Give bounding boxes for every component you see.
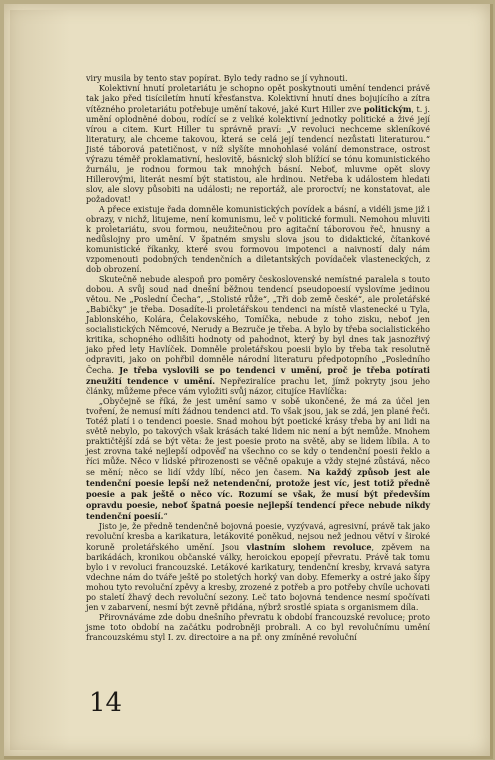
bold-text-run: Na každý způsob jest ale tendenční poesie lepší než netendenční, protože jest víc, jest totiž předně poesie a pak ještě o něco víc. Rozumí se však, že musí být především opravdu poesie, neboť špatná poesie nejlepší tendencí přece nebude nikdy tendenční poesií.: [86, 467, 430, 521]
text-run: „Obyčejně se říká, že jest umění samo v sobě ukončené, že má za účel jen tvoření, že nemusí míti žádnou tendenci atd. To však jsou, jak se zdá, jen plané řeči. Totéž platí i o tendenci poesie. Snad mohou být poetické krásy třeba by ani lidi na světě nebylo, po takových však krásách také lidem nic není a být nemůže. Mnohem praktičtější zdá se být věta: že jest poesie proto na světě, aby se lidem líbila. A to jest zrovna také nejlepší odpověď na všechno co se kdy o tendenční poesii řeklo a říci může. Něco v lidské přirozenosti se věčně opakuje a vždy stejné zůstává, něco se mění; něco se lidí vždy líbí, něco jen časem.: [86, 397, 430, 477]
body-text: [86, 74, 430, 643]
text-run: Jisto je, že předně tendenčně bojovná poesie, vyzývavá, agresivní, právě tak jako revoluční kresba a karikatura, letákovité poněkud, nejsou než jednou větví v široké koruně proletářského umění. Jsou: [86, 522, 430, 552]
text-run: Kolektivní hnutí proletariátu je schopno opět poskytnouti umění tendenci právě tak jako před tisíciletím hnutí křesťanstva. Kolektivní hnutí dnes bojujícího a zítra vítězného proletariátu potřebuje umění takové, jaké Kurt Hiller zve: [86, 84, 430, 114]
text-run: , t. j. umění oplodněné dobou, rodící se z veliké kolektivní jednotky politické a živé její vírou a citem. Kurt Hiller tu správně praví: „V revoluci nechceme skleníkové literatury, ale chceme takovou, která se celá její tendencí nezůstati literaturou.“ Jisté táborová patetičnost, v níž slyšíte mnohohlasé volání demonstrace, ostrost výrazu téměř proklamativní, heslovitě, básnický sloh blížící se tónu komunistického žurnálu, je rodnou formou tak mnohých básní. Neboť, mluvme opět slovy Hillerovými, literát nesmí být statistou, ale hrdinou. Netřeba k událostem hledati slov, ale slovy působiti na události; ne reportáž, ale proroctví; ne konstatovat, ale požadovat!: [86, 105, 430, 204]
paragraph: [86, 275, 430, 397]
bold-text-run: politickým: [363, 104, 412, 114]
text-run: A přece existuje řada domněle komunistických povídek a básní, a vidéli jsme již i obrazy, v nichž, litujeme, není komunismu, leč v politické formuli. Nemohou mluviti k proletariátu, svou formou, neužitečnou pro agitační táborovou řeč, hnusny a nedůslojny pro umění. V špatném smyslu slova jsou to didaktické, čítankové komunistické říkanky, které svou formovou impotenci a naivností daly nám vzpomenouti podobných tendenčních a diletantských povídaček vlasteneckých, z dob obrození.: [86, 205, 430, 274]
paragraph: [86, 613, 430, 643]
book-page: [4, 4, 493, 759]
paragraph: [86, 74, 430, 84]
bold-text-run: vlastním slohem revoluce: [246, 542, 372, 552]
text-run: “: [163, 512, 168, 521]
text-run: Skutečně nebude alespoň pro poměry československé nemístné paralela s touto dobou. A svůj soud nad dnešní běžnou tendencí pseudopoesií vyslovíme jedinou větou. Ne „Poslední Čecha“, „Stolisté růže“, „Tři dob země české“, ale proletářské „Babičky“ je třeba. Dosadíte-li proletářskou tendenci na místě vlastenecké u Tyla, Jablonského, Kolára, Čelakovského, Tomíčka, nebude z toho zisku, neboť jen socialistických Němcové, Nerudy a Bezruče je třeba. A bylo by třeba socialistického kritika, schopného odlišiti hodnoty od pahodnot, který by byl dnes tak jasnozřivý jako před lety Havlíček. Domněle proletářskou poesii bylo by třeba tak resolutně odpraviti, jako on pohřbil domněle národní literaturu předpotopního „Posledního Čecha.: [86, 275, 430, 375]
paragraph: [86, 397, 430, 522]
text-run: Nepřeziralíce prachu let, jímž pokryty jsou jeho články, můžeme přece vám vyložiti svůj názor, citujíce Havlíčka:: [86, 377, 430, 396]
text-run: Přirovnáváme zde dobu dnešního převratu k období francouzské revoluce; proto jsme toto období na začátku podrobněji probrali. A co byl revolučnímu umění francouzskému styl I. zv. directoire a na př. ony zmíněné revoluční: [86, 613, 430, 642]
text-run: viry musila by tento stav popírat. Bylo tedy radno se jí vyhnouti.: [86, 74, 348, 83]
paragraph: [86, 522, 430, 613]
bold-text-run: Je třeba vyslovili se po tendenci v umění, proč je třeba potírati zneužití tendence v umění.: [86, 365, 430, 386]
page-number: 14: [89, 688, 123, 718]
paragraph: [86, 205, 430, 275]
text-run: , zpěvem na barikádách, kronikou občanské války, heroickou epopejí převratu. Právě tak tomu bylo i v revoluci francouzské. Letákové karikatury, tendenční kresby, krvavá satyra vdechne nám do tváře ještě po stoletých horký van doby. Efemerky a ostré jako šípy mohou tyto revoluční zpěvy a kresby, zrozené z potřeb a pro potřeby chvíle uchovati po staletí žhavý dech revoluční sezony. Leč tato bojovná tendence nesmí spočívati jen v zabarvení, nesmí být zevně přidána, nýbrž srostlé spiata s organismem díla.: [86, 543, 430, 612]
page-shadow: [10, 10, 70, 750]
paragraph: [86, 84, 430, 205]
